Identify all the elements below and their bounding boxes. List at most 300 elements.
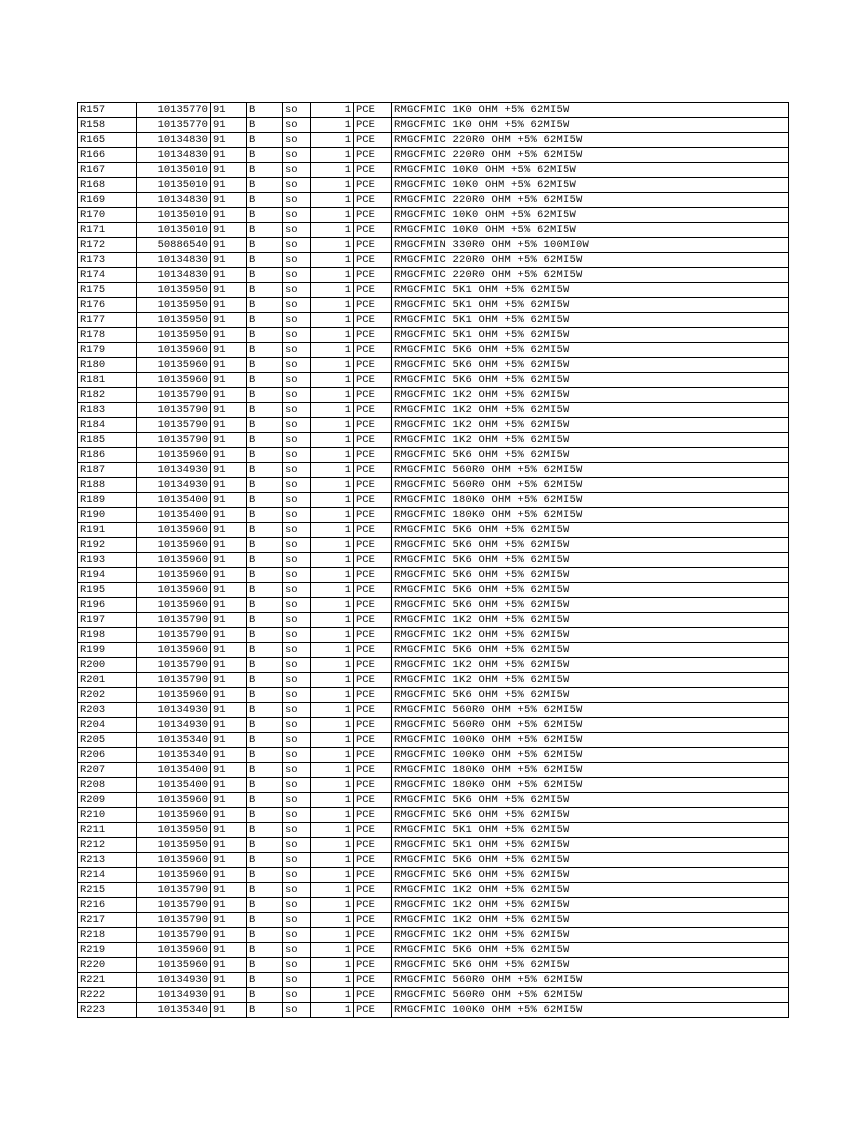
- code-cell: 91: [211, 793, 247, 808]
- description-cell: RMGCFMIC 560R0 OHM +5% 62MI5W: [392, 718, 789, 733]
- class-cell: B: [247, 838, 283, 853]
- unit-cell: PCE: [354, 433, 392, 448]
- unit-cell: PCE: [354, 148, 392, 163]
- code-cell: 91: [211, 163, 247, 178]
- code-cell: 91: [211, 748, 247, 763]
- quantity-cell: 1: [311, 433, 354, 448]
- part-number-cell: 10135770: [137, 118, 211, 133]
- reference-designator-cell: R214: [78, 868, 137, 883]
- part-number-cell: 10134930: [137, 478, 211, 493]
- class-cell: B: [247, 388, 283, 403]
- unit-cell: PCE: [354, 943, 392, 958]
- table-row: [78, 373, 789, 388]
- class-cell: B: [247, 628, 283, 643]
- quantity-cell: 1: [311, 973, 354, 988]
- unit-cell: PCE: [354, 133, 392, 148]
- quantity-cell: 1: [311, 253, 354, 268]
- quantity-cell: 1: [311, 583, 354, 598]
- quantity-cell: 1: [311, 553, 354, 568]
- mount-type-cell: so: [283, 103, 311, 118]
- class-cell: B: [247, 583, 283, 598]
- table-row: [78, 208, 789, 223]
- part-number-cell: 10135790: [137, 883, 211, 898]
- description-cell: RMGCFMIC 1K2 OHM +5% 62MI5W: [392, 673, 789, 688]
- unit-cell: PCE: [354, 853, 392, 868]
- code-cell: 91: [211, 808, 247, 823]
- reference-designator-cell: R170: [78, 208, 137, 223]
- part-number-cell: 10134830: [137, 193, 211, 208]
- mount-type-cell: so: [283, 673, 311, 688]
- quantity-cell: 1: [311, 598, 354, 613]
- description-cell: RMGCFMIC 560R0 OHM +5% 62MI5W: [392, 478, 789, 493]
- description-cell: RMGCFMIC 5K6 OHM +5% 62MI5W: [392, 373, 789, 388]
- mount-type-cell: so: [283, 133, 311, 148]
- code-cell: 91: [211, 553, 247, 568]
- description-cell: RMGCFMIC 10K0 OHM +5% 62MI5W: [392, 223, 789, 238]
- class-cell: B: [247, 643, 283, 658]
- quantity-cell: 1: [311, 463, 354, 478]
- unit-cell: PCE: [354, 238, 392, 253]
- unit-cell: PCE: [354, 538, 392, 553]
- description-cell: RMGCFMIC 1K2 OHM +5% 62MI5W: [392, 613, 789, 628]
- reference-designator-cell: R211: [78, 823, 137, 838]
- description-cell: RMGCFMIC 5K6 OHM +5% 62MI5W: [392, 448, 789, 463]
- table-row: [78, 253, 789, 268]
- table-row: [78, 418, 789, 433]
- mount-type-cell: so: [283, 523, 311, 538]
- part-number-cell: 10135960: [137, 553, 211, 568]
- mount-type-cell: so: [283, 553, 311, 568]
- class-cell: B: [247, 988, 283, 1003]
- description-cell: RMGCFMIC 5K6 OHM +5% 62MI5W: [392, 343, 789, 358]
- table-row: [78, 808, 789, 823]
- description-cell: RMGCFMIC 5K1 OHM +5% 62MI5W: [392, 838, 789, 853]
- quantity-cell: 1: [311, 883, 354, 898]
- part-number-cell: 50886540: [137, 238, 211, 253]
- part-number-cell: 10135960: [137, 523, 211, 538]
- description-cell: RMGCFMIC 5K1 OHM +5% 62MI5W: [392, 283, 789, 298]
- description-cell: RMGCFMIC 560R0 OHM +5% 62MI5W: [392, 973, 789, 988]
- reference-designator-cell: R210: [78, 808, 137, 823]
- quantity-cell: 1: [311, 223, 354, 238]
- unit-cell: PCE: [354, 778, 392, 793]
- code-cell: 91: [211, 103, 247, 118]
- class-cell: B: [247, 133, 283, 148]
- mount-type-cell: so: [283, 118, 311, 133]
- reference-designator-cell: R166: [78, 148, 137, 163]
- reference-designator-cell: R221: [78, 973, 137, 988]
- unit-cell: PCE: [354, 178, 392, 193]
- reference-designator-cell: R185: [78, 433, 137, 448]
- unit-cell: PCE: [354, 868, 392, 883]
- quantity-cell: 1: [311, 343, 354, 358]
- code-cell: 91: [211, 643, 247, 658]
- reference-designator-cell: R200: [78, 658, 137, 673]
- table-row: [78, 178, 789, 193]
- description-cell: RMGCFMIC 5K6 OHM +5% 62MI5W: [392, 583, 789, 598]
- unit-cell: PCE: [354, 658, 392, 673]
- description-cell: RMGCFMIC 1K2 OHM +5% 62MI5W: [392, 658, 789, 673]
- reference-designator-cell: R223: [78, 1003, 137, 1018]
- description-cell: RMGCFMIC 220R0 OHM +5% 62MI5W: [392, 193, 789, 208]
- quantity-cell: 1: [311, 418, 354, 433]
- description-cell: RMGCFMIC 5K6 OHM +5% 62MI5W: [392, 688, 789, 703]
- table-row: [78, 883, 789, 898]
- reference-designator-cell: R207: [78, 763, 137, 778]
- quantity-cell: 1: [311, 943, 354, 958]
- table-row: [78, 118, 789, 133]
- mount-type-cell: so: [283, 328, 311, 343]
- mount-type-cell: so: [283, 733, 311, 748]
- quantity-cell: 1: [311, 673, 354, 688]
- part-number-cell: 10135950: [137, 283, 211, 298]
- table-row: [78, 433, 789, 448]
- mount-type-cell: so: [283, 238, 311, 253]
- mount-type-cell: so: [283, 298, 311, 313]
- unit-cell: PCE: [354, 343, 392, 358]
- mount-type-cell: so: [283, 883, 311, 898]
- table-row: [78, 778, 789, 793]
- table-row: [78, 568, 789, 583]
- class-cell: B: [247, 523, 283, 538]
- class-cell: B: [247, 358, 283, 373]
- description-cell: RMGCFMIC 1K2 OHM +5% 62MI5W: [392, 388, 789, 403]
- reference-designator-cell: R197: [78, 613, 137, 628]
- class-cell: B: [247, 343, 283, 358]
- quantity-cell: 1: [311, 568, 354, 583]
- mount-type-cell: so: [283, 793, 311, 808]
- unit-cell: PCE: [354, 703, 392, 718]
- part-number-cell: 10135960: [137, 448, 211, 463]
- reference-designator-cell: R178: [78, 328, 137, 343]
- part-number-cell: 10135960: [137, 568, 211, 583]
- reference-designator-cell: R188: [78, 478, 137, 493]
- unit-cell: PCE: [354, 463, 392, 478]
- unit-cell: PCE: [354, 448, 392, 463]
- code-cell: 91: [211, 268, 247, 283]
- code-cell: 91: [211, 733, 247, 748]
- description-cell: RMGCFMIC 1K2 OHM +5% 62MI5W: [392, 913, 789, 928]
- code-cell: 91: [211, 958, 247, 973]
- part-number-cell: 10135790: [137, 658, 211, 673]
- quantity-cell: 1: [311, 1003, 354, 1018]
- reference-designator-cell: R173: [78, 253, 137, 268]
- mount-type-cell: so: [283, 493, 311, 508]
- description-cell: RMGCFMIC 10K0 OHM +5% 62MI5W: [392, 163, 789, 178]
- part-number-cell: 10135790: [137, 913, 211, 928]
- class-cell: B: [247, 718, 283, 733]
- class-cell: B: [247, 943, 283, 958]
- table-row: [78, 103, 789, 118]
- reference-designator-cell: R177: [78, 313, 137, 328]
- table-row: [78, 313, 789, 328]
- unit-cell: PCE: [354, 388, 392, 403]
- reference-designator-cell: R168: [78, 178, 137, 193]
- table-row: [78, 343, 789, 358]
- reference-designator-cell: R213: [78, 853, 137, 868]
- reference-designator-cell: R206: [78, 748, 137, 763]
- part-number-cell: 10134830: [137, 268, 211, 283]
- part-number-cell: 10134830: [137, 133, 211, 148]
- mount-type-cell: so: [283, 253, 311, 268]
- description-cell: RMGCFMIC 1K2 OHM +5% 62MI5W: [392, 433, 789, 448]
- class-cell: B: [247, 403, 283, 418]
- reference-designator-cell: R184: [78, 418, 137, 433]
- part-number-cell: 10135950: [137, 298, 211, 313]
- reference-designator-cell: R158: [78, 118, 137, 133]
- reference-designator-cell: R208: [78, 778, 137, 793]
- quantity-cell: 1: [311, 148, 354, 163]
- table-row: [78, 733, 789, 748]
- reference-designator-cell: R190: [78, 508, 137, 523]
- code-cell: 91: [211, 493, 247, 508]
- quantity-cell: 1: [311, 238, 354, 253]
- mount-type-cell: so: [283, 163, 311, 178]
- table-row: [78, 193, 789, 208]
- table-row: [78, 133, 789, 148]
- quantity-cell: 1: [311, 868, 354, 883]
- code-cell: 91: [211, 883, 247, 898]
- quantity-cell: 1: [311, 208, 354, 223]
- table-row: [78, 718, 789, 733]
- code-cell: 91: [211, 448, 247, 463]
- unit-cell: PCE: [354, 748, 392, 763]
- table-row: [78, 283, 789, 298]
- unit-cell: PCE: [354, 478, 392, 493]
- unit-cell: PCE: [354, 733, 392, 748]
- code-cell: 91: [211, 913, 247, 928]
- description-cell: RMGCFMIC 100K0 OHM +5% 62MI5W: [392, 733, 789, 748]
- class-cell: B: [247, 268, 283, 283]
- unit-cell: PCE: [354, 208, 392, 223]
- unit-cell: PCE: [354, 643, 392, 658]
- part-number-cell: 10135960: [137, 583, 211, 598]
- table-row: [78, 403, 789, 418]
- class-cell: B: [247, 1003, 283, 1018]
- mount-type-cell: so: [283, 748, 311, 763]
- quantity-cell: 1: [311, 988, 354, 1003]
- quantity-cell: 1: [311, 733, 354, 748]
- class-cell: B: [247, 658, 283, 673]
- table-row: [78, 223, 789, 238]
- class-cell: B: [247, 898, 283, 913]
- part-number-cell: 10135790: [137, 898, 211, 913]
- unit-cell: PCE: [354, 523, 392, 538]
- reference-designator-cell: R194: [78, 568, 137, 583]
- table-row: [78, 448, 789, 463]
- quantity-cell: 1: [311, 688, 354, 703]
- reference-designator-cell: R215: [78, 883, 137, 898]
- class-cell: B: [247, 178, 283, 193]
- reference-designator-cell: R172: [78, 238, 137, 253]
- table-row: [78, 613, 789, 628]
- code-cell: 91: [211, 388, 247, 403]
- mount-type-cell: so: [283, 568, 311, 583]
- mount-type-cell: so: [283, 1003, 311, 1018]
- table-row: [78, 958, 789, 973]
- part-number-cell: 10135790: [137, 433, 211, 448]
- part-number-cell: 10135960: [137, 598, 211, 613]
- parts-list-table: [77, 102, 789, 1018]
- mount-type-cell: so: [283, 658, 311, 673]
- mount-type-cell: so: [283, 538, 311, 553]
- quantity-cell: 1: [311, 898, 354, 913]
- code-cell: 91: [211, 778, 247, 793]
- part-number-cell: 10135960: [137, 868, 211, 883]
- class-cell: B: [247, 313, 283, 328]
- description-cell: RMGCFMIC 100K0 OHM +5% 62MI5W: [392, 1003, 789, 1018]
- unit-cell: PCE: [354, 1003, 392, 1018]
- table-row: [78, 463, 789, 478]
- unit-cell: PCE: [354, 163, 392, 178]
- reference-designator-cell: R216: [78, 898, 137, 913]
- class-cell: B: [247, 208, 283, 223]
- mount-type-cell: so: [283, 598, 311, 613]
- unit-cell: PCE: [354, 613, 392, 628]
- mount-type-cell: so: [283, 643, 311, 658]
- class-cell: B: [247, 103, 283, 118]
- code-cell: 91: [211, 673, 247, 688]
- class-cell: B: [247, 823, 283, 838]
- part-number-cell: 10135340: [137, 748, 211, 763]
- table-row: [78, 478, 789, 493]
- class-cell: B: [247, 733, 283, 748]
- part-number-cell: 10135790: [137, 613, 211, 628]
- code-cell: 91: [211, 463, 247, 478]
- table-row: [78, 793, 789, 808]
- quantity-cell: 1: [311, 778, 354, 793]
- code-cell: 91: [211, 973, 247, 988]
- quantity-cell: 1: [311, 388, 354, 403]
- mount-type-cell: so: [283, 478, 311, 493]
- part-number-cell: 10135790: [137, 673, 211, 688]
- quantity-cell: 1: [311, 838, 354, 853]
- quantity-cell: 1: [311, 298, 354, 313]
- mount-type-cell: so: [283, 913, 311, 928]
- mount-type-cell: so: [283, 433, 311, 448]
- mount-type-cell: so: [283, 628, 311, 643]
- class-cell: B: [247, 598, 283, 613]
- class-cell: B: [247, 448, 283, 463]
- part-number-cell: 10135400: [137, 508, 211, 523]
- mount-type-cell: so: [283, 283, 311, 298]
- code-cell: 91: [211, 193, 247, 208]
- class-cell: B: [247, 463, 283, 478]
- part-number-cell: 10135790: [137, 628, 211, 643]
- mount-type-cell: so: [283, 763, 311, 778]
- code-cell: 91: [211, 898, 247, 913]
- code-cell: 91: [211, 358, 247, 373]
- class-cell: B: [247, 868, 283, 883]
- unit-cell: PCE: [354, 718, 392, 733]
- class-cell: B: [247, 568, 283, 583]
- part-number-cell: 10135790: [137, 403, 211, 418]
- unit-cell: PCE: [354, 118, 392, 133]
- part-number-cell: 10135010: [137, 223, 211, 238]
- reference-designator-cell: R205: [78, 733, 137, 748]
- mount-type-cell: so: [283, 178, 311, 193]
- unit-cell: PCE: [354, 688, 392, 703]
- description-cell: RMGCFMIC 10K0 OHM +5% 62MI5W: [392, 208, 789, 223]
- class-cell: B: [247, 493, 283, 508]
- mount-type-cell: so: [283, 223, 311, 238]
- part-number-cell: 10135790: [137, 418, 211, 433]
- class-cell: B: [247, 223, 283, 238]
- description-cell: RMGCFMIC 1K0 OHM +5% 62MI5W: [392, 118, 789, 133]
- class-cell: B: [247, 853, 283, 868]
- class-cell: B: [247, 973, 283, 988]
- mount-type-cell: so: [283, 973, 311, 988]
- code-cell: 91: [211, 298, 247, 313]
- reference-designator-cell: R179: [78, 343, 137, 358]
- reference-designator-cell: R222: [78, 988, 137, 1003]
- part-number-cell: 10135960: [137, 643, 211, 658]
- mount-type-cell: so: [283, 193, 311, 208]
- description-cell: RMGCFMIC 180K0 OHM +5% 62MI5W: [392, 493, 789, 508]
- unit-cell: PCE: [354, 103, 392, 118]
- reference-designator-cell: R195: [78, 583, 137, 598]
- part-number-cell: 10135770: [137, 103, 211, 118]
- table-row: [78, 763, 789, 778]
- code-cell: 91: [211, 178, 247, 193]
- part-number-cell: 10135950: [137, 838, 211, 853]
- mount-type-cell: so: [283, 418, 311, 433]
- part-number-cell: 10134930: [137, 703, 211, 718]
- description-cell: RMGCFMIC 5K6 OHM +5% 62MI5W: [392, 553, 789, 568]
- quantity-cell: 1: [311, 643, 354, 658]
- class-cell: B: [247, 508, 283, 523]
- part-number-cell: 10134930: [137, 718, 211, 733]
- description-cell: RMGCFMIC 560R0 OHM +5% 62MI5W: [392, 988, 789, 1003]
- quantity-cell: 1: [311, 193, 354, 208]
- code-cell: 91: [211, 418, 247, 433]
- part-number-cell: 10135790: [137, 928, 211, 943]
- reference-designator-cell: R201: [78, 673, 137, 688]
- quantity-cell: 1: [311, 403, 354, 418]
- code-cell: 91: [211, 943, 247, 958]
- class-cell: B: [247, 148, 283, 163]
- table-row: [78, 643, 789, 658]
- part-number-cell: 10135010: [137, 178, 211, 193]
- reference-designator-cell: R209: [78, 793, 137, 808]
- code-cell: 91: [211, 208, 247, 223]
- quantity-cell: 1: [311, 283, 354, 298]
- unit-cell: PCE: [354, 493, 392, 508]
- description-cell: RMGCFMIC 180K0 OHM +5% 62MI5W: [392, 778, 789, 793]
- table-row: [78, 523, 789, 538]
- code-cell: 91: [211, 613, 247, 628]
- mount-type-cell: so: [283, 778, 311, 793]
- description-cell: RMGCFMIC 1K2 OHM +5% 62MI5W: [392, 628, 789, 643]
- table-row: [78, 268, 789, 283]
- mount-type-cell: so: [283, 403, 311, 418]
- part-number-cell: 10135950: [137, 328, 211, 343]
- description-cell: RMGCFMIC 100K0 OHM +5% 62MI5W: [392, 748, 789, 763]
- parts-list-body: [78, 103, 789, 1018]
- quantity-cell: 1: [311, 718, 354, 733]
- table-row: [78, 973, 789, 988]
- quantity-cell: 1: [311, 793, 354, 808]
- table-row: [78, 658, 789, 673]
- class-cell: B: [247, 703, 283, 718]
- code-cell: 91: [211, 568, 247, 583]
- table-row: [78, 928, 789, 943]
- description-cell: RMGCFMIC 5K6 OHM +5% 62MI5W: [392, 568, 789, 583]
- description-cell: RMGCFMIC 220R0 OHM +5% 62MI5W: [392, 253, 789, 268]
- code-cell: 91: [211, 928, 247, 943]
- quantity-cell: 1: [311, 313, 354, 328]
- description-cell: RMGCFMIC 10K0 OHM +5% 62MI5W: [392, 178, 789, 193]
